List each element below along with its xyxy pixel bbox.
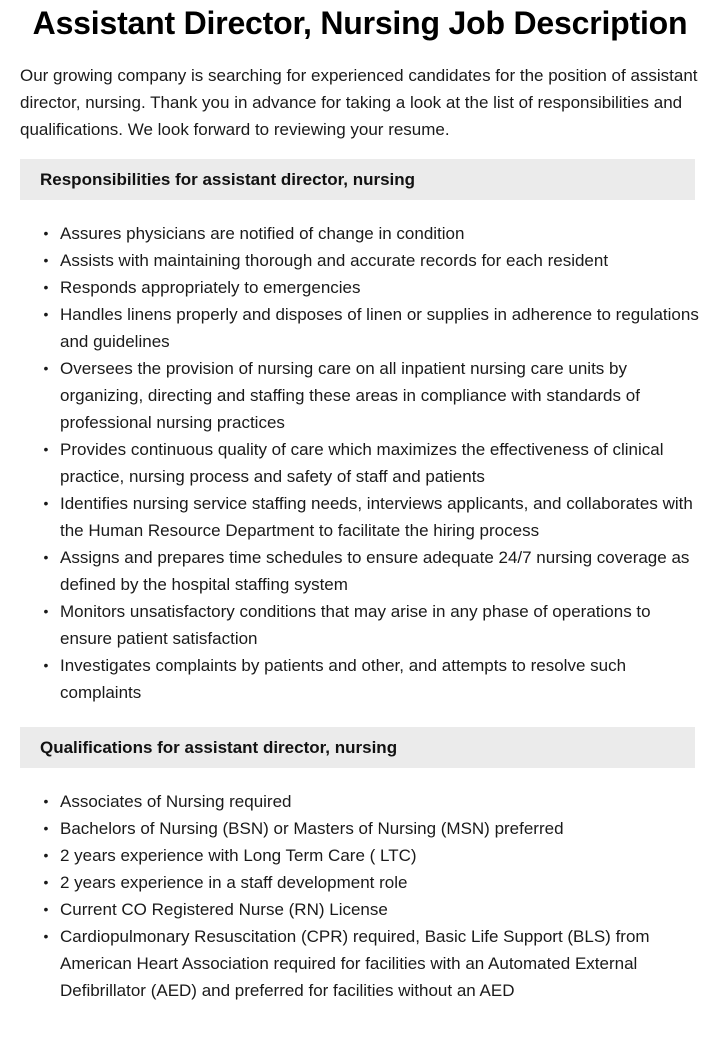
list-item-text: Cardiopulmonary Resuscitation (CPR) required, Basic Life Support (BLS) from American Heart Association required for facilities with an Automated External Defibrillator (AED) and preferred for facilities without an AED — [60, 927, 650, 1000]
list-item-text: Investigates complaints by patients and other, and attempts to resolve such complaints — [60, 656, 627, 702]
bullet-icon: • — [43, 441, 49, 457]
list-item-text: 2 years experience in a staff development role — [60, 873, 408, 892]
bullet-icon: • — [43, 279, 49, 295]
list-item-text: Assigns and prepares time schedules to ensure adequate 24/7 nursing coverage as defined by the hospital staffing system — [60, 548, 690, 594]
responsibilities-list — [20, 220, 700, 706]
list-item-text: Assists with maintaining thorough and accurate records for each resident — [60, 251, 609, 270]
list-item-text: Oversees the provision of nursing care on all inpatient nursing care units by organizing, directing and staffing these areas in compliance with standards of professional nursing practices — [60, 359, 640, 432]
bullet-icon: • — [43, 847, 49, 863]
bullet-icon: • — [43, 657, 49, 673]
bullet-icon: • — [43, 306, 49, 322]
bullet-icon: • — [43, 901, 49, 917]
bullet-icon: • — [43, 793, 49, 809]
list-item — [43, 544, 700, 598]
list-item-text: Current CO Registered Nurse (RN) License — [60, 900, 388, 919]
list-item-text: Responds appropriately to emergencies — [60, 278, 361, 297]
list-item — [43, 247, 700, 274]
list-item — [43, 815, 700, 842]
list-item — [43, 869, 700, 896]
list-item — [43, 788, 700, 815]
bullet-icon: • — [43, 360, 49, 376]
qualifications-header: Qualifications for assistant director, nursing — [20, 727, 695, 768]
list-item-text: Handles linens properly and disposes of linen or supplies in adherence to regulations and guidelines — [60, 305, 699, 351]
list-item-text: Bachelors of Nursing (BSN) or Masters of Nursing (MSN) preferred — [60, 819, 564, 838]
bullet-icon: • — [43, 225, 49, 241]
page-title: Assistant Director, Nursing Job Description — [32, 5, 688, 41]
list-item-text: Identifies nursing service staffing needs, interviews applicants, and collaborates with the Human Resource Department to facilitate the hiring process — [60, 494, 693, 540]
responsibilities-header: Responsibilities for assistant director, nursing — [20, 159, 695, 200]
bullet-icon: • — [43, 603, 49, 619]
bullet-icon: • — [43, 549, 49, 565]
bullet-icon: • — [43, 874, 49, 890]
list-item — [43, 652, 700, 706]
list-item — [43, 436, 700, 490]
list-item-text: Provides continuous quality of care which maximizes the effectiveness of clinical practice, nursing process and safety of staff and patients — [60, 440, 664, 486]
list-item — [43, 274, 700, 301]
list-item-text: 2 years experience with Long Term Care ( LTC) — [60, 846, 417, 865]
bullet-icon: • — [43, 495, 49, 511]
bullet-icon: • — [43, 252, 49, 268]
list-item — [43, 301, 700, 355]
list-item — [43, 842, 700, 869]
list-item-text: Associates of Nursing required — [60, 792, 292, 811]
list-item — [43, 220, 700, 247]
bullet-icon: • — [43, 928, 49, 944]
list-item — [43, 598, 700, 652]
list-item — [43, 923, 700, 1004]
list-item-text: Assures physicians are notified of change in condition — [60, 224, 465, 243]
qualifications-list — [20, 788, 700, 1004]
list-item — [43, 355, 700, 436]
list-item-text: Monitors unsatisfactory conditions that may arise in any phase of operations to ensure patient satisfaction — [60, 602, 651, 648]
intro-paragraph: Our growing company is searching for experienced candidates for the position of assistant director, nursing. Thank you in advance for taking a look at the list of responsibilities and qualifications. We look forward to reviewing your resume. — [20, 66, 698, 139]
list-item — [43, 490, 700, 544]
section-spacer — [20, 706, 700, 711]
bullet-icon: • — [43, 820, 49, 836]
list-item — [43, 896, 700, 923]
